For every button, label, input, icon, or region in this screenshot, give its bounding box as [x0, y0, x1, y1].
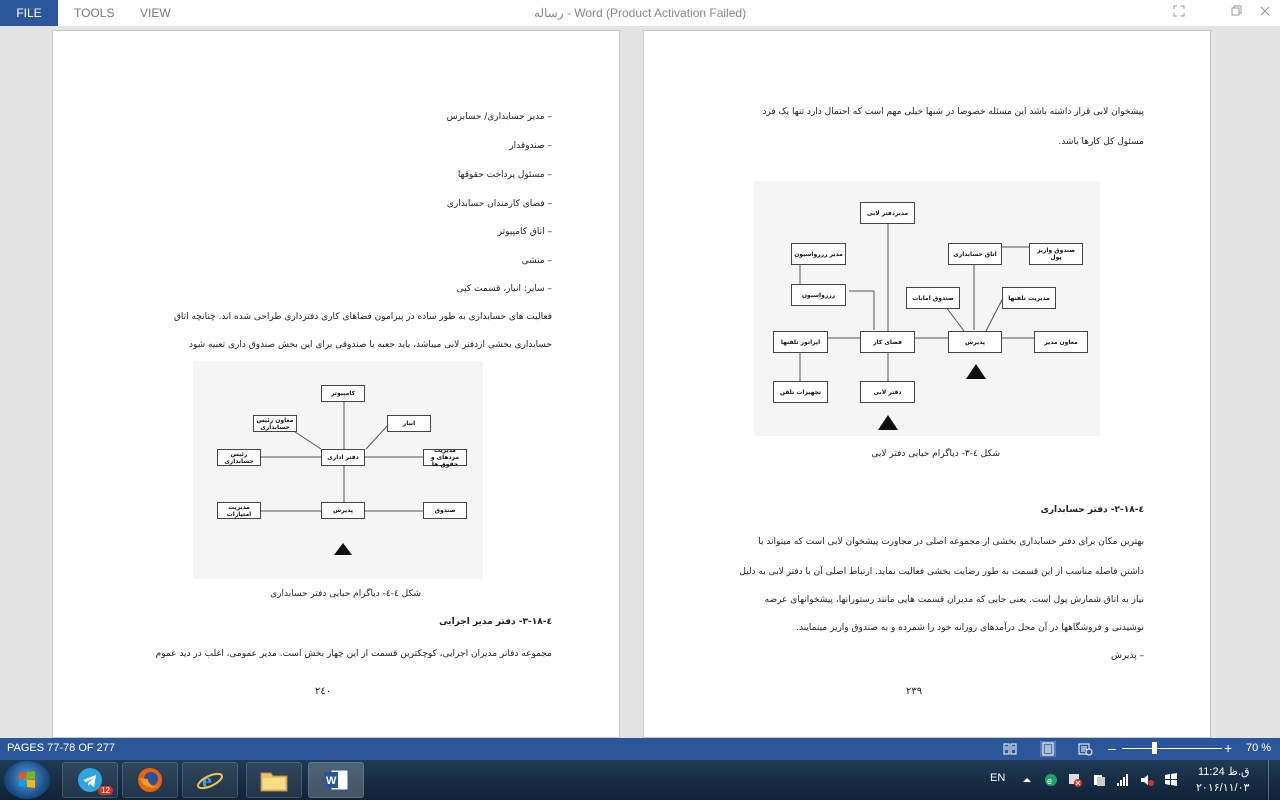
- diagram-node-reservation-manager: مدیر رزرواسیون: [791, 243, 846, 265]
- page-239[interactable]: [643, 30, 1211, 738]
- figure-caption: شکل ٤-٣- دیاگرام حبابی دفتر لابی: [871, 449, 1000, 459]
- svg-text:W: W: [326, 775, 337, 787]
- network-signal-icon[interactable]: [1116, 772, 1130, 786]
- paragraph-line: نوشیدنی و فروشگاهها در آن محل درآمدهای روزانه خود را شمرده و به صندوق واریز مینمایند.: [796, 623, 1144, 633]
- svg-text:e: e: [1047, 776, 1053, 786]
- diagram-node-warehouse: انبار: [387, 415, 431, 432]
- diagram-node-reception: پذیرش: [321, 502, 365, 519]
- speaker-muted-icon[interactable]: [1140, 772, 1154, 786]
- section-heading: ٤-١٨-٣- دفتر مدیر اجرایی: [439, 617, 552, 627]
- list-item: – پذیرش: [1110, 651, 1144, 661]
- diagram-node-assistant-chief: معاون رئیس حسابداری: [253, 415, 297, 432]
- diagram-node-tel-management: مدیریت تلفنها: [1002, 287, 1056, 309]
- status-bar: [0, 738, 1280, 760]
- action-center-icon[interactable]: [1092, 772, 1106, 786]
- show-desktop-button[interactable]: [1268, 760, 1280, 800]
- list-item: – مسئول پرداخت حقوقها: [457, 170, 552, 180]
- security-alert-icon[interactable]: [1068, 772, 1082, 786]
- zoom-slider-track[interactable]: [1122, 748, 1222, 749]
- diagram-node-workspace: فضای کار: [860, 331, 915, 353]
- paragraph-line: بهترین مکان برای دفتر حسابداری بخشی از مجموعه اصلی در مجاورت پیشخوان لابی است که میتواند با: [758, 537, 1144, 547]
- diagram-node-operator: اپراتور تلفنها: [773, 331, 828, 353]
- firefox-taskbar-button[interactable]: [122, 762, 178, 798]
- diagram-node-reservation: رزرواسیون: [791, 284, 846, 306]
- paragraph-line: حسابداری بخشی ازدفتر لابی میباشد، باید جعبه یا صندوقی برای این بخش صندوق داری تعبیه شود: [188, 340, 552, 350]
- word-taskbar-button[interactable]: [308, 762, 364, 798]
- window-title: رساله - Word (Product Activation Failed): [533, 6, 747, 20]
- zoom-slider-thumb[interactable]: [1152, 742, 1157, 754]
- tools-tab[interactable]: TOOLS: [74, 6, 115, 20]
- internet-explorer-taskbar-button[interactable]: [182, 762, 238, 798]
- app-tray-icon[interactable]: [1044, 772, 1058, 786]
- lobby-bubble-diagram: [754, 181, 1100, 436]
- show-hidden-icons-icon[interactable]: [1020, 772, 1034, 786]
- word-icon: [322, 767, 350, 793]
- clock-time[interactable]: 11:24 ق.ظ: [1198, 766, 1250, 778]
- zoom-out-button[interactable]: –: [1108, 740, 1116, 756]
- diagram-node-lobby-manager: مدیردفتر لابی: [860, 202, 915, 224]
- folder-icon: [259, 767, 289, 793]
- diagram-node-phone-equipment: تجهیزات تلفن: [773, 381, 828, 403]
- diagram-node-computer: کامپیوتر: [321, 385, 365, 402]
- telegram-badge: 12: [98, 786, 113, 795]
- paragraph-line: داشتن فاصله مناسب از این قسمت به طور رضایت بخشی فعالیت نماید. ارتباط اصلی آن با دفتر لابی به دلیل: [739, 567, 1144, 577]
- list-item: – مدیر حسابداری/ حسابرس: [446, 112, 552, 122]
- list-item: – فضای کارمندان حسابداری: [446, 199, 552, 209]
- telegram-taskbar-button[interactable]: [62, 762, 118, 798]
- list-item: – سایر: انبار، قسمت کپی: [456, 284, 552, 294]
- paragraph-line: فعالیت های حسابداری به طور ساده در پیرامون فضاهای کاری دفترداری طراحی شده اند. چنانچه اتاق: [173, 312, 552, 322]
- clock-date[interactable]: ٢٠١۶/١١/٠٣: [1196, 782, 1250, 794]
- zoom-in-button[interactable]: +: [1224, 740, 1233, 756]
- start-button[interactable]: [4, 761, 50, 799]
- accounting-bubble-diagram: [193, 361, 483, 579]
- diagram-node-admin-office: دفتر اداری: [321, 449, 365, 466]
- entrance-triangle-icon: [334, 543, 352, 555]
- internet-explorer-icon: [196, 766, 224, 794]
- windows-taskbar: [0, 760, 1280, 800]
- page-240[interactable]: [52, 30, 620, 738]
- file-explorer-taskbar-button[interactable]: [246, 762, 302, 798]
- diagram-node-wage-management: مدیریت مزدهای و حقوق ها: [423, 449, 467, 466]
- diagram-node-reception: پذیرش: [948, 331, 1002, 353]
- language-indicator[interactable]: EN: [990, 772, 1006, 784]
- page-count[interactable]: PAGES 77-78 OF 277: [7, 742, 116, 754]
- list-item: – صندوقدار: [509, 141, 552, 151]
- full-screen-icon[interactable]: [1168, 3, 1190, 23]
- entrance-triangle-icon: [878, 415, 898, 430]
- page-number: ٢٤٠: [315, 686, 332, 697]
- diagram-node-chief-accountant: رئیس حسابداری: [217, 449, 261, 466]
- title-bar: [0, 0, 1280, 26]
- entrance-triangle-icon: [966, 364, 986, 379]
- restore-icon[interactable]: [1226, 3, 1248, 23]
- svg-text:e: e: [202, 768, 212, 793]
- list-item: – اتاق کامپیوتر: [497, 227, 552, 237]
- read-mode-icon[interactable]: [1002, 741, 1018, 757]
- diagram-node-trust-box: صندوق امانات: [906, 287, 960, 309]
- page-number: ٢٣٩: [906, 686, 923, 697]
- diagram-node-assistant-manager: معاون مدیر: [1034, 331, 1088, 353]
- figure-caption: شکل ٤-٤- دیاگرام حبابی دفتر حسابداری: [270, 589, 421, 599]
- section-heading: ٤-١٨-٢- دفتر حسابداری: [1040, 505, 1144, 515]
- paragraph-line: پیشخوان لابی قرار داشته باشد این مسئله خصوصا در شبها خیلی مهم است که احتمال دارد تنها یک فرد: [762, 107, 1144, 117]
- paragraph-line: نیاز به اتاق شمارش پول است. یعنی جایی که مدیران قسمت هایی مانند رستورانها، پیشخوانهای عرضه: [764, 595, 1144, 605]
- web-layout-icon[interactable]: [1077, 741, 1093, 757]
- file-tab[interactable]: FILE: [0, 0, 58, 26]
- paragraph-line: مسئول کل کارها باشد.: [1058, 137, 1144, 147]
- diagram-node-lobby-office: دفتر لابی: [860, 381, 915, 403]
- list-item: – منشی: [521, 256, 552, 266]
- close-icon[interactable]: [1254, 3, 1276, 23]
- diagram-node-cashbox: صندوق: [423, 502, 467, 519]
- document-area[interactable]: [0, 26, 1280, 738]
- diagram-node-accounting-room: اتاق حسابداری: [948, 243, 1002, 265]
- view-tab[interactable]: VIEW: [140, 6, 171, 20]
- zoom-level[interactable]: 70 %: [1246, 742, 1272, 754]
- diagram-node-records-management: مدیریت امتیازات: [217, 502, 261, 519]
- diagram-node-deposit-box: صندوق واریز پول: [1029, 243, 1083, 265]
- firefox-icon: [136, 766, 164, 794]
- paragraph-line: مجموعه دفاتر مدیران اجرایی، کوچکترین قسمت از این چهار بخش است. مدیر عمومی، اغلب در دید عموم: [155, 649, 552, 659]
- print-layout-icon[interactable]: [1040, 741, 1056, 757]
- windows-flag-icon[interactable]: [1164, 772, 1178, 786]
